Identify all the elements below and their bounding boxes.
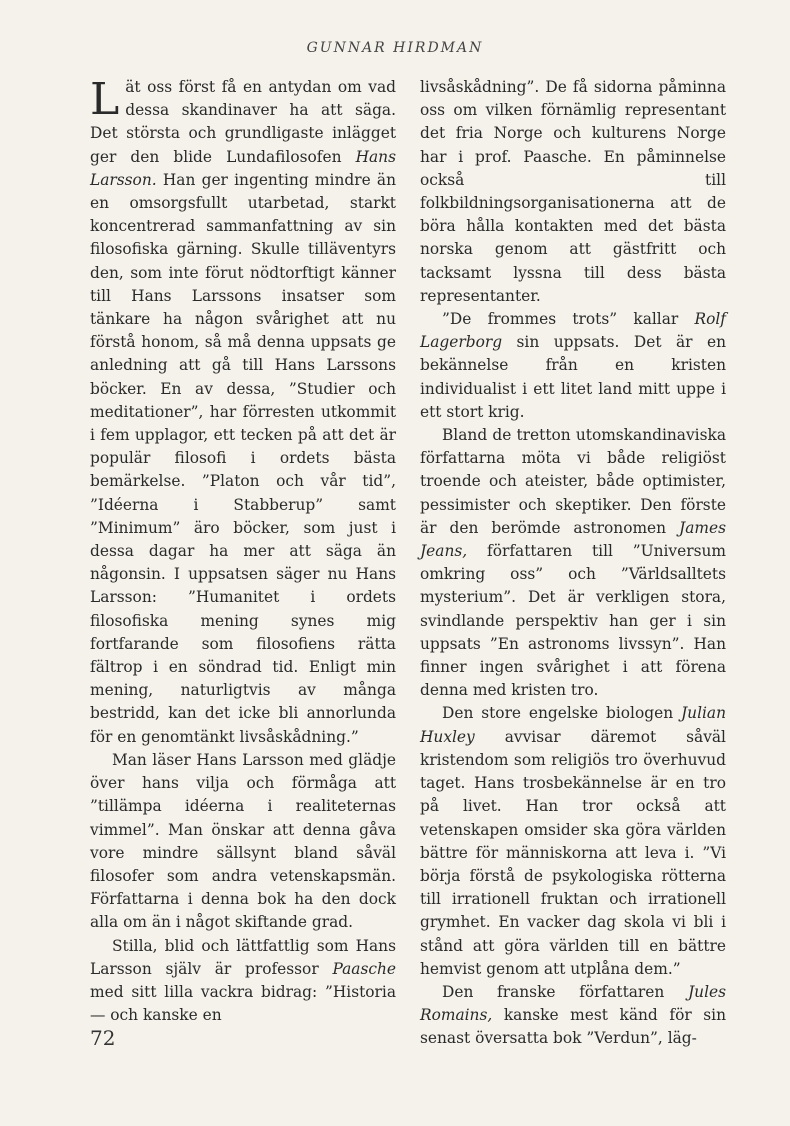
right-column [420, 76, 726, 1051]
paragraph: Den franske författaren Jules Romains, kanske mest känd för sin senast översatta bok ”Verdun”, läg- [420, 982, 726, 1048]
drop-cap: L [90, 74, 120, 125]
author-name: Jules Romains, [420, 982, 726, 1025]
paragraph: livsåskådning”. De få sidorna påminna oss om vilken förnämlig representant det fria Norge och kulturens Norge har i prof. Paasche. En påminnelse också till folkbildningsorganisationerna att de böra hålla kontakten med det bästa norska genom att gästfritt och tacksamt lyssna till dess bästa representanter. [420, 78, 726, 305]
author-name: James Jeans, [420, 518, 726, 561]
paragraph: Man läser Hans Larsson med glädje över hans vilja och förmåga att ”tillämpa idéerna i realiteternas vimmel”. Man önskar att denna gåva vore mindre sällsynt bland såväl filosofer som andra vetenskapsmän. Författarna i denna bok ha den dock alla om än i något skiftande grad. [90, 750, 396, 932]
left-column [90, 76, 396, 1027]
author-name: Julian Huxley [420, 704, 726, 746]
paragraph: Stilla, blid och lättfattlig som Hans Larsson själv är professor Paasche med sitt lilla vackra bidrag: ”Historia — och kanske en [90, 936, 396, 1025]
paragraph: Lät oss först få en antydan om vad dessa skandinaver ha att säga. Det största och grundligaste inlägget ger den blide Lundafilosofen Hans Larsson. Han ger ingenting mindre än en omsorgsfullt utarbetad, starkt koncentrerad sammanfattning av sin filosofiska gärning. Skulle tilläventyrs den, som inte förut nödtorftigt känner till Hans Larssons insatser som tänkare ha någon svårighet att nu förstå honom, så må denna uppsats ge anledning att gå till Hans Larssons böcker. En av dessa, ”Studier och meditationer”, har förresten utkommit i fem upplagor, ett tecken på att det är populär filosofi i ordets bästa bemärkelse. ”Platon och vår tid”, ”Idéerna i Stabberup” samt ”Minimum” äro böcker, som just i dessa dagar ha mer att säga än någonsin. I uppsatsen säger nu Hans Larsson: ”Humanitet i ordets filosofiska mening synes mig fortfarande som filosofiens rätta fältrop i en söndrad tid. Enligt min mening, naturligtvis av många bestridd, kan det icke bli annorlunda för en genomtänkt livsåskådning.” [90, 74, 396, 746]
running-header: GUNNAR HIRDMAN [306, 40, 484, 56]
page-number: 72 [90, 1026, 116, 1050]
paragraph: Bland de tretton utomskandinaviska författarna möta vi både religiöst troende och ateister, både optimister, pessimister och skeptiker. Den förste är den berömde astronomen James Jeans, författaren till ”Universum omkring oss” och ”Världsalltets mysterium”. Det är verkligen stora, svindlande perspektiv han ger i sin uppsats ”En astronoms livssyn”. Han finner ingen svårighet i att förena denna med kristen tro. [420, 426, 726, 700]
author-name: Paasche [332, 959, 396, 978]
author-name: Rolf Lagerborg [420, 310, 726, 352]
paragraph: Den store engelske biologen Julian Huxley avvisar däremot såväl kristendom som religiös tro överhuvud taget. Hans trosbekännelse är en tro på livet. Han tror också att vetenskapen omsider ska göra världen bättre för människorna att leva i. ”Vi börja förstå de psykologiska rötterna till irrationell fruktan och irrationell grymhet. En vacker dag skola vi bli i stånd att göra världen till en bättre hemvist genom att utplåna dem.” [420, 704, 726, 978]
paragraph: ”De frommes trots” kallar Rolf Lagerborg sin uppsats. Det är en bekännelse från en kristen individualist i ett litet land mitt uppe i ett stort krig. [420, 310, 726, 421]
author-name: Hans Larsson. [90, 147, 396, 189]
